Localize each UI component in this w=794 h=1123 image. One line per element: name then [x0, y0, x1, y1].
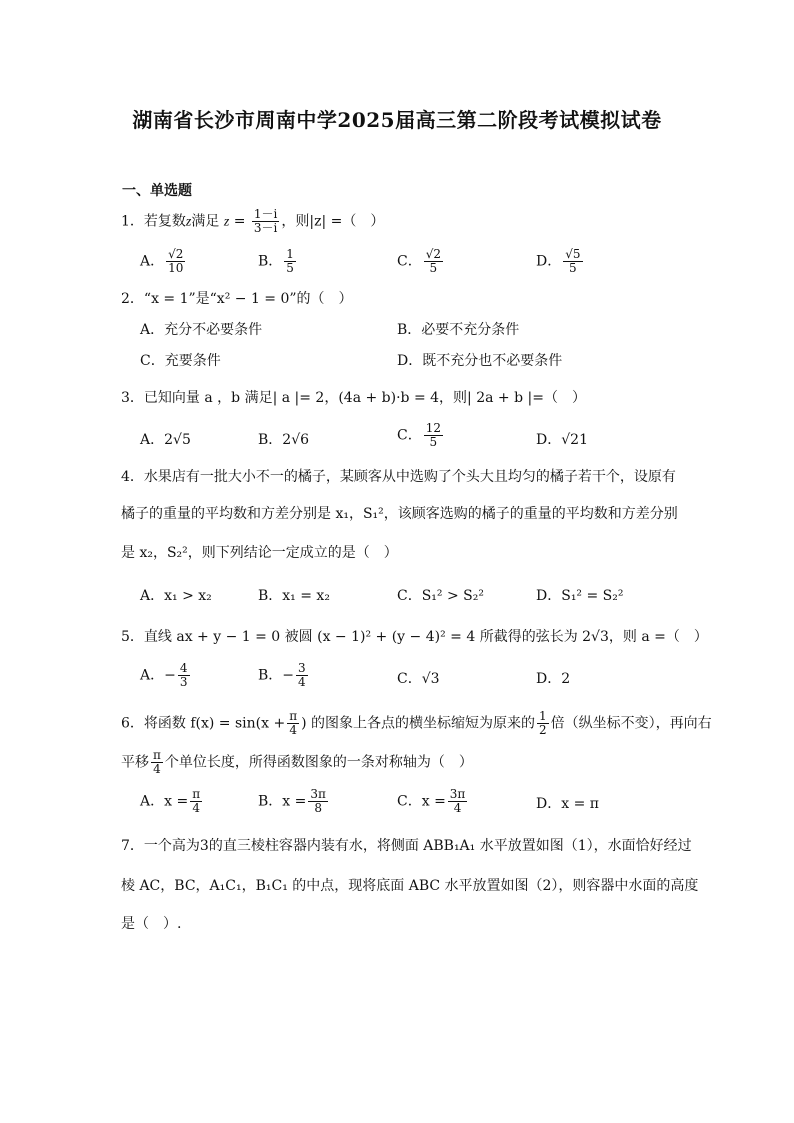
q1-pre: 1．若复数: [121, 213, 186, 230]
q1-fraction: $\frac{1-i}{3-i}$: [253, 207, 278, 235]
q1-option-c[interactable]: C． $\frac{√2}{5}$: [397, 247, 441, 275]
question-4-line-3: 是 x₂，S₂²，则下列结论一定成立的是（ ）: [121, 545, 398, 561]
section-heading: 一、单选题: [122, 183, 192, 199]
question-7-line-2: 棱 AC，BC，A₁C₁，B₁C₁ 的中点，现将底面 ABC 水平放置如图（2），则容器中水面的高度: [121, 878, 699, 894]
q1-mid: 满足: [191, 213, 220, 230]
q2-option-b[interactable]: B．必要不充分条件: [397, 322, 520, 338]
q4-option-c[interactable]: C．S₁² > S₂²: [397, 588, 484, 604]
question-7-line-1: 7．一个高为3的直三棱柱容器内装有水，将侧面 ABB₁A₁ 水平放置如图（1），水面恰好经过: [121, 838, 692, 854]
q4-option-b[interactable]: B．x₁ = x₂: [258, 588, 330, 604]
q5-option-d[interactable]: D．2: [536, 671, 571, 687]
question-3: 3．已知向量 a ，b 满足| a |= 2，(4a + b)·b = 4，则| 2a + b |=（ ）: [121, 390, 586, 406]
question-4-line-1: 4．水果店有一批大小不一的橘子，某顾客从中选购了个头大且均匀的橘子若干个，设原有: [121, 469, 676, 485]
q5-option-c[interactable]: C．√3: [397, 671, 440, 687]
q1-option-d[interactable]: D． $\frac{√5}{5}$: [536, 247, 581, 275]
q3-option-a[interactable]: A．2√5: [140, 432, 191, 448]
q1-option-b[interactable]: B． $\frac{1}{5}$: [258, 247, 294, 275]
q5-option-b[interactable]: B．− $\frac{3}{4}$: [258, 661, 306, 689]
question-6-line-1: 6．将函数 f(x) = sin(x + $\frac{\pi}{4}$ ) 的图象上各点的横坐标缩短为原来的 $\frac{1}{2}$ 倍（纵坐标不变），再向右: [121, 709, 712, 737]
q2-option-c[interactable]: C．充要条件: [140, 353, 221, 369]
q5-option-a[interactable]: A．− $\frac{4}{3}$: [140, 661, 188, 689]
q2-option-d[interactable]: D．既不充分也不必要条件: [397, 353, 563, 369]
question-4-line-2: 橘子的重量的平均数和方差分别是 x₁，S₁²，该顾客选购的橘子的重量的平均数和方差分别: [121, 506, 678, 522]
question-6-line-2: 平移 $\frac{\pi}{4}$ 个单位长度，所得函数图象的一条对称轴为（ ）: [121, 748, 473, 776]
q6-option-a[interactable]: A．x = $\frac{\pi}{4}$: [140, 787, 201, 815]
q1-post: ，则|z| =（ ）: [281, 213, 385, 230]
question-2: 2．“x = 1”是“x² − 1 = 0”的（ ）: [121, 291, 353, 307]
question-5: 5．直线 ax + y − 1 = 0 被圆 (x − 1)² + (y − 4)² = 4 所截得的弦长为 2√3，则 a =（ ）: [121, 629, 708, 645]
q1-option-a[interactable]: A． $\frac{√2}{10}$: [140, 247, 184, 275]
q3-option-c[interactable]: C． $\frac{12}{5}$: [397, 421, 441, 449]
q6-option-b[interactable]: B．x = $\frac{3\pi}{8}$: [258, 787, 326, 815]
page-title: 湖南省长沙市周南中学2025届高三第二阶段考试模拟试卷: [132, 108, 662, 132]
q6-option-d[interactable]: D．x = π: [536, 796, 599, 812]
q3-option-b[interactable]: B．2√6: [258, 432, 310, 448]
q6-option-c[interactable]: C．x = $\frac{3\pi}{4}$: [397, 787, 466, 815]
q4-option-a[interactable]: A．x₁ > x₂: [140, 588, 212, 604]
q3-option-d[interactable]: D．√21: [536, 432, 588, 448]
q4-option-d[interactable]: D．S₁² = S₂²: [536, 588, 624, 604]
question-1: 1．若复数z满足 z = $\frac{1-i}{3-i}$ ，则|z| =（ ）: [121, 207, 385, 235]
question-7-line-3: 是（ ）.: [121, 916, 182, 932]
q2-option-a[interactable]: A．充分不必要条件: [140, 322, 263, 338]
